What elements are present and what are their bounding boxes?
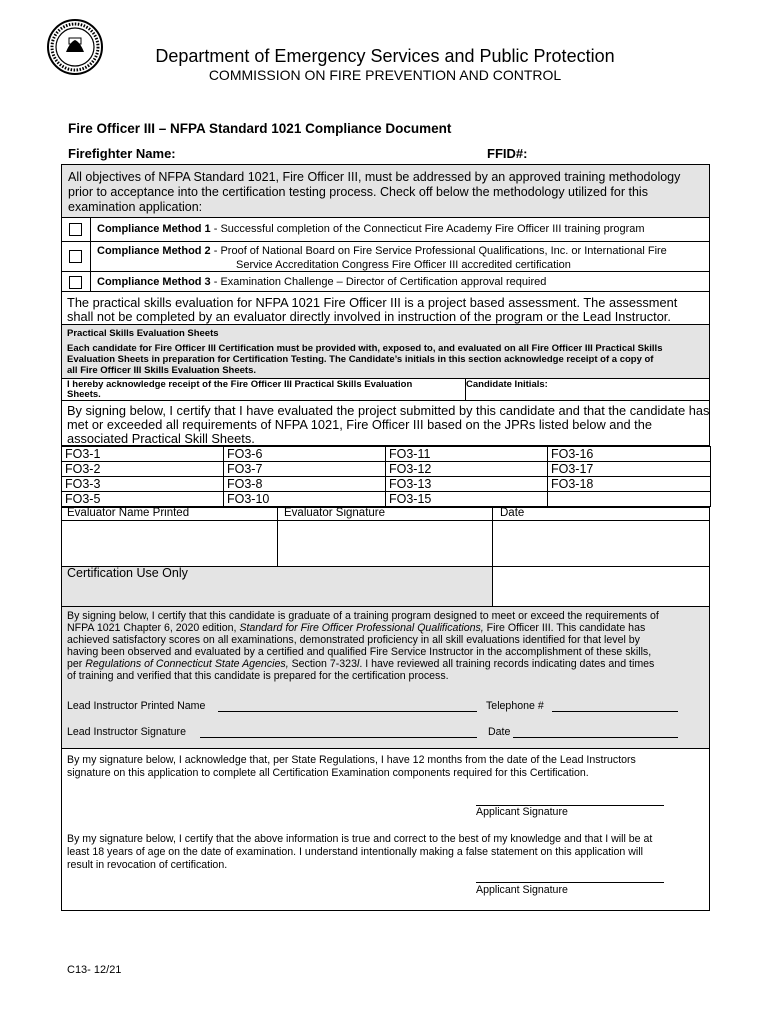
lead-paragraph-line-1: By signing below, I certify that this candidate is graduate of a training program designed to meet or exceed the requirements of [67, 610, 659, 622]
jpr-row [62, 462, 711, 477]
lead-paragraph-line-6: of training and verified that this candidate is prepared for the certification process. [67, 670, 449, 682]
jpr-cell: FO3-13 [386, 477, 548, 492]
evaluator-signature-label: Evaluator Signature [284, 507, 386, 519]
certification-use-only-right [492, 566, 710, 607]
jpr-cell: FO3-15 [386, 492, 548, 507]
objectives-line-2: prior to acceptance into the certification testing process. Check off below the methodology utilized for this [68, 185, 648, 199]
lead-p2b: Standard for Fire Officer Professional Qualifications, [239, 622, 484, 634]
compliance-method-1-checkbox[interactable] [69, 223, 82, 236]
jpr-cell: FO3-12 [386, 462, 548, 477]
jpr-row [62, 477, 711, 492]
jpr-cell: FO3-10 [224, 492, 386, 507]
applicant-ack-line-1: By my signature below, I acknowledge that, per State Regulations, I have 12 months from the date of the Lead Instructors [67, 754, 636, 766]
jpr-cell: FO3-17 [548, 462, 711, 477]
jpr-cell: FO3-5 [62, 492, 224, 507]
practical-sheets-heading: Practical Skills Evaluation Sheets [67, 328, 219, 339]
compliance-method-2-checkbox[interactable] [69, 250, 82, 263]
evaluator-name-label: Evaluator Name Printed [67, 507, 190, 519]
lead-paragraph-line-4: having been observed and evaluated by a certified and qualified Fire Service Instructor in the accomplishment of these skills, [67, 646, 652, 658]
telephone-label: Telephone # [486, 700, 544, 712]
lead-paragraph-line-2 [67, 622, 645, 634]
lead-p5b: Regulations of Connecticut State Agencies, [85, 658, 289, 670]
applicant-certify-line-3: result in revocation of certification. [67, 859, 228, 871]
compliance-method-3-checkbox[interactable] [69, 276, 82, 289]
lead-p2c: Fire Officer III. This candidate has [483, 622, 646, 634]
compliance-method-1-desc: - Successful completion of the Connecticut Fire Academy Fire Officer III training program [210, 223, 645, 235]
lead-p5c: Section 7-323 [288, 658, 357, 670]
lead-date-field[interactable] [513, 737, 678, 738]
compliance-method-2-desc-line2: Service Accreditation Congress Fire Officer III accredited certification [236, 259, 571, 271]
lead-paragraph-line-5 [67, 658, 654, 670]
jpr-cell: FO3-3 [62, 477, 224, 492]
lead-p5d: l [356, 658, 360, 670]
applicant-certify-line-1: By my signature below, I certify that the above information is true and correct to the best of my knowledge and that I will be at [67, 833, 653, 845]
acknowledge-line-2: Sheets. [67, 389, 101, 400]
jpr-row [62, 492, 711, 507]
acknowledge-line-1: I hereby acknowledge receipt of the Fire Officer III Practical Skills Evaluation [67, 379, 413, 390]
lead-printed-name-field[interactable] [218, 711, 477, 712]
lead-paragraph-line-3: achieved satisfactory scores on all examinations, demonstrated proficiency in all skill evaluations identified for that level by [67, 634, 640, 646]
jpr-grid [61, 446, 711, 507]
compliance-method-2-desc: - Proof of National Board on Fire Service Professional Qualifications, Inc. or International Fire [210, 245, 667, 257]
commission-title: COMMISSION ON FIRE PREVENTION AND CONTROL [208, 67, 562, 83]
signing-line-2: met or exceeded all requirements of NFPA 1021, Fire Officer III based on the JPRs listed below and the [67, 417, 652, 432]
jpr-cell: FO3-8 [224, 477, 386, 492]
jpr-row [62, 447, 711, 462]
telephone-field[interactable] [552, 711, 678, 712]
lead-signature-field[interactable] [200, 737, 477, 738]
jpr-cell: FO3-18 [548, 477, 711, 492]
compliance-method-2-text [97, 245, 667, 257]
compliance-method-3-desc: - Examination Challenge – Director of Certification approval required [210, 276, 547, 288]
evaluator-signature-field[interactable] [278, 521, 491, 566]
signing-line-3: associated Practical Skill Sheets. [67, 431, 255, 446]
practical-sheets-line-2: Evaluation Sheets in preparation for Certification Testing. The Candidate’s initials in this section acknowledge receipt of a copy of [67, 354, 654, 365]
jpr-cell: FO3-16 [548, 447, 711, 462]
applicant-signature-2-label: Applicant Signature [476, 884, 568, 896]
jpr-cell: FO3-7 [224, 462, 386, 477]
form-code: C13- 12/21 [67, 964, 122, 976]
jpr-cell: FO3-1 [62, 447, 224, 462]
applicant-signature-2-field[interactable] [476, 882, 664, 883]
applicant-ack-line-2: signature on this application to complete all Certification Examination components required for this Certification. [67, 767, 589, 779]
evaluator-date-label: Date [500, 507, 525, 519]
jpr-cell [548, 492, 711, 507]
lead-p5e: . I have reviewed all training records indicating dates and times [359, 658, 655, 670]
objectives-line-1: All objectives of NFPA Standard 1021, Fire Officer III, must be addressed by an approved training methodology [68, 170, 681, 184]
evaluator-date-field[interactable] [493, 521, 709, 566]
method-divider [90, 217, 91, 292]
certification-use-only-label: Certification Use Only [67, 566, 188, 580]
document-title: Fire Officer III – NFPA Standard 1021 Compliance Document [68, 121, 452, 136]
lead-p5a: per [67, 658, 86, 670]
department-title: Department of Emergency Services and Public Protection [155, 46, 615, 66]
objectives-line-3: examination application: [68, 200, 203, 214]
compliance-method-1-title: Compliance Method 1 [97, 223, 211, 235]
practical-line-1: The practical skills evaluation for NFPA 1021 Fire Officer III is a project based assessment. The assessment [67, 295, 678, 310]
compliance-method-1-text [97, 223, 645, 235]
lead-date-label: Date [488, 726, 511, 738]
jpr-cell: FO3-11 [386, 447, 548, 462]
candidate-initials-field[interactable]: Candidate Initials: [466, 379, 548, 390]
evaluator-name-field[interactable] [62, 521, 276, 566]
practical-sheets-line-3: all Fire Officer III Skills Evaluation Sheets. [67, 365, 257, 376]
applicant-certify-line-2: least 18 years of age on the date of examination. I understand intentionally making a false statement on this application will [67, 846, 643, 858]
compliance-method-2-title: Compliance Method 2 [97, 245, 211, 257]
lead-p2a: NFPA 1021 Chapter 6, 2020 edition, [67, 622, 240, 634]
compliance-method-3-text [97, 276, 546, 288]
ffid-label: FFID#: [487, 146, 528, 161]
signing-line-1: By signing below, I certify that I have evaluated the project submitted by this candidate and that the candidate has [67, 403, 710, 418]
jpr-cell: FO3-6 [224, 447, 386, 462]
jpr-cell: FO3-2 [62, 462, 224, 477]
applicant-signature-1-label: Applicant Signature [476, 806, 568, 818]
firefighter-name-label: Firefighter Name: [68, 146, 176, 161]
lead-signature-label: Lead Instructor Signature [67, 726, 186, 738]
compliance-method-3-title: Compliance Method 3 [97, 276, 211, 288]
practical-line-2: shall not be completed by an evaluator directly involved in instruction of the program or the Lead Instructor. [67, 309, 671, 324]
lead-printed-name-label: Lead Instructor Printed Name [67, 700, 206, 712]
practical-sheets-line-1: Each candidate for Fire Officer III Certification must be provided with, exposed to, and evaluated on all Fire Officer III Practical Skills [67, 343, 663, 354]
